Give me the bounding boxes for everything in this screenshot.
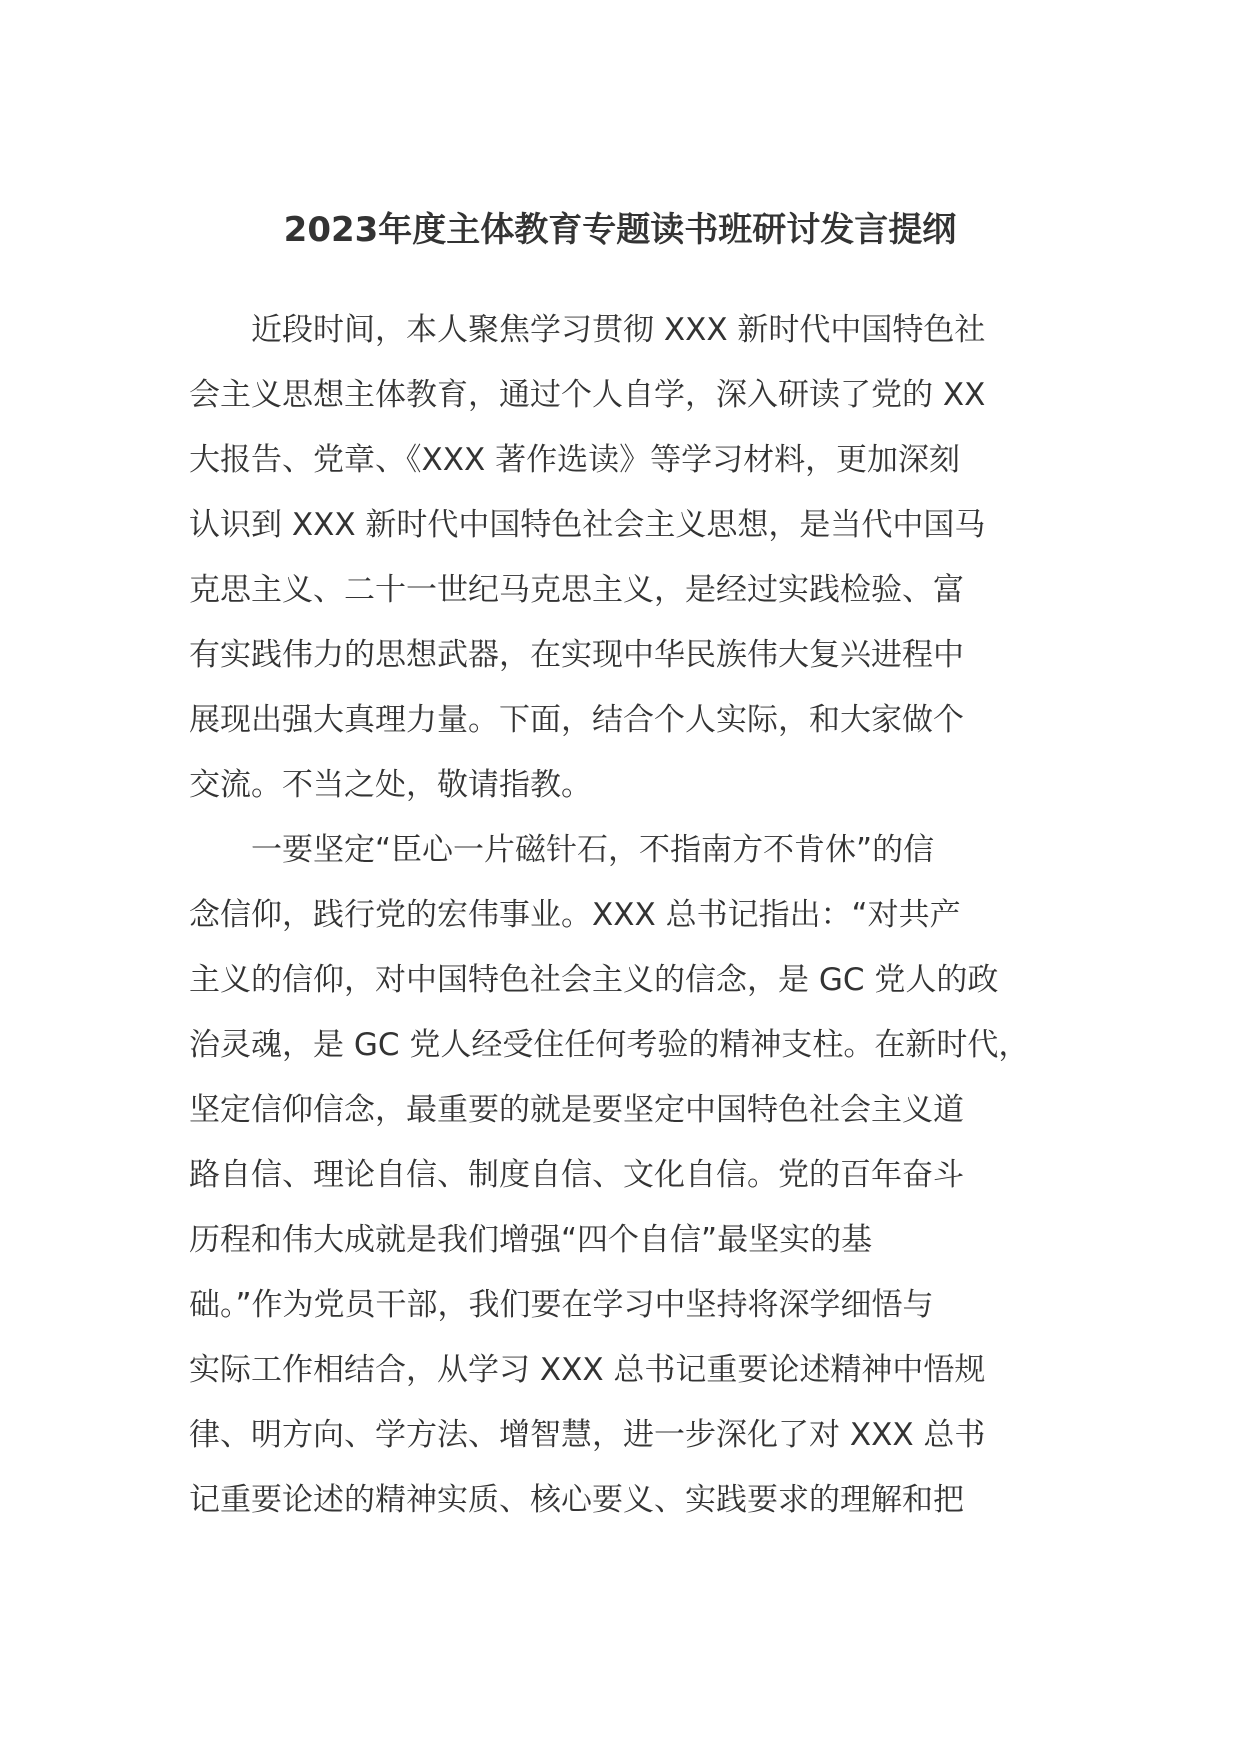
body-line: 实际工作相结合，从学习 XXX 总书记重要论述精神中悟规 xyxy=(189,1352,986,1388)
body-line: 大报告、党章、《XXX 著作选读》等学习材料，更加深刻 xyxy=(189,442,961,478)
body-line: 路自信、理论自信、制度自信、文化自信。党的百年奋斗 xyxy=(189,1157,964,1193)
body-line: 坚定信仰信念，最重要的就是要坚定中国特色社会主义道 xyxy=(189,1092,964,1128)
body-line: 克思主义、二十一世纪马克思主义，是经过实践检验、富 xyxy=(189,572,964,608)
body-line: 有实践伟力的思想武器，在实现中华民族伟大复兴进程中 xyxy=(189,637,964,673)
body-line: 认识到 XXX 新时代中国特色社会主义思想，是当代中国马 xyxy=(189,507,986,543)
body-line: 律、明方向、学方法、增智慧，进一步深化了对 XXX 总书 xyxy=(189,1417,986,1453)
body-line: 一要坚定“臣心一片磁针石，不指南方不肯休”的信 xyxy=(189,832,935,868)
body-line: 记重要论述的精神实质、核心要义、实践要求的理解和把 xyxy=(189,1482,964,1518)
body-line: 展现出强大真理力量。下面，结合个人实际，和大家做个 xyxy=(189,702,964,738)
body-line: 治灵魂，是 GC 党人经受住任何考验的精神支柱。在新时代， xyxy=(189,1027,1030,1063)
body-line: 念信仰，践行党的宏伟事业。XXX 总书记指出：“对共产 xyxy=(189,897,961,933)
document-title: 2023年度主体教育专题读书班研讨发言提纲 xyxy=(283,210,957,250)
body-line: 交流。不当之处，敬请指教。 xyxy=(189,767,592,803)
body-line: 主义的信仰，对中国特色社会主义的信念，是 GC 党人的政 xyxy=(189,962,999,998)
document-body xyxy=(189,298,1089,1533)
body-line: 础。”作为党员干部，我们要在学习中坚持将深学细悟与 xyxy=(189,1287,934,1323)
body-line: 近段时间，本人聚焦学习贯彻 XXX 新时代中国特色社 xyxy=(189,312,986,348)
body-line: 会主义思想主体教育，通过个人自学，深入研读了党的 XX xyxy=(189,377,986,413)
body-line: 历程和伟大成就是我们增强“四个自信”最坚实的基 xyxy=(189,1222,873,1258)
